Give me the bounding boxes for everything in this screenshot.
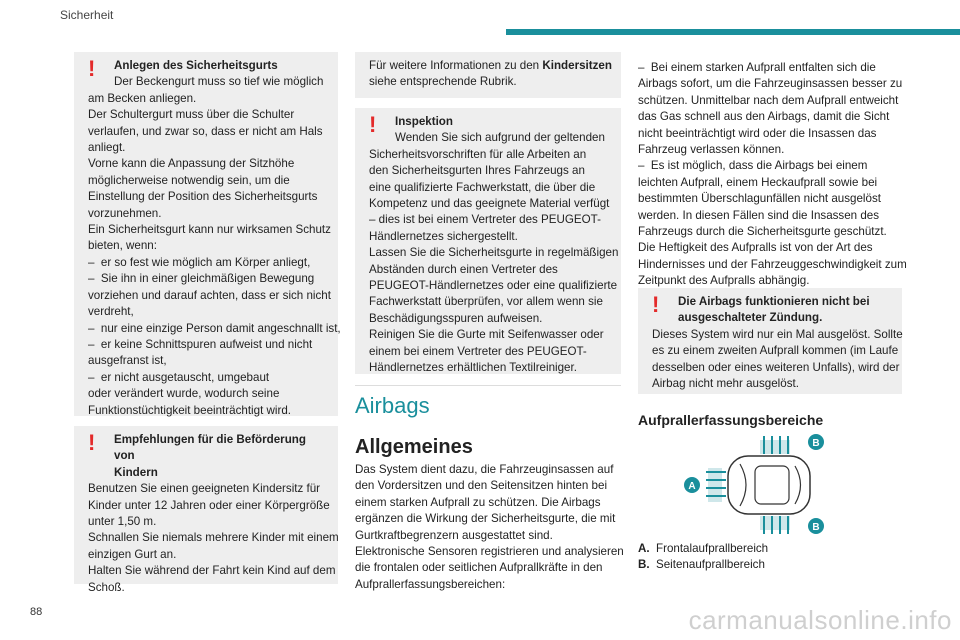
section-heading-airbags: Airbags (355, 393, 430, 418)
box-title-cont: ausgeschalteter Zündung. (678, 311, 823, 325)
body-line: nicht beeinträchtigt wird oder die Insassen das (638, 126, 877, 140)
legend-item (638, 557, 768, 573)
box-line: – er nicht ausgetauscht, umgebaut (88, 370, 270, 384)
box-line: ausgefranst ist, (88, 354, 167, 368)
side-impact-zone-bottom-icon (760, 516, 790, 534)
body-line: Gurtkraftbegrenzern ausgestattet sind. (355, 528, 553, 542)
box-line: einem bei einem Vertreter des PEUGEOT- (369, 344, 587, 358)
box-line: – er keine Schnittspuren aufweist und nicht (88, 337, 313, 351)
box-line: Der Schultergurt muss über die Schulter (88, 108, 295, 122)
legend-text: Seitenaufprallbereich (656, 558, 765, 572)
box-title: Empfehlungen für die Beförderung von (114, 433, 306, 463)
warning-box-seatbelt (74, 52, 341, 417)
box-title: Die Airbags funktionieren nicht bei (678, 295, 870, 308)
box-line: eine qualifizierte Fachwerkstatt, die über die (369, 180, 596, 194)
info-box-childseats (355, 52, 621, 98)
label-b-top-badge (808, 434, 824, 450)
body-text-general (355, 462, 624, 593)
box-line: vorziehen und darauf achten, dass er sich nicht (88, 288, 331, 302)
header-accent-bar (506, 29, 960, 35)
box-line: – dies ist bei einem Vertreter des PEUGEOT- (369, 213, 601, 227)
box-line: verdreht, (88, 305, 134, 319)
car-topview-icon (728, 456, 810, 514)
box-line: Halten Sie während der Fahrt kein Kind auf dem (88, 564, 336, 578)
subsection-heading-allgemeines: Allgemeines (355, 436, 473, 458)
box-text-bold: Kindersitzen (542, 59, 612, 72)
body-line: Das System dient dazu, die Fahrzeuginsassen auf (355, 463, 614, 476)
box-title: Inspektion (395, 115, 453, 128)
box-line: Benutzen Sie einen geeigneten Kindersitz für (88, 482, 321, 496)
box-line: desselben oder eines weiteren Unfalls), wird der (652, 360, 900, 374)
box-line: es zu einem zweiten Aufprall kommen (im Laufe (652, 344, 899, 358)
box-title-cont: Kindern (114, 465, 158, 479)
body-line: Die Heftigkeit des Aufpralls ist von der Art des (638, 241, 873, 255)
warning-box-ignition (638, 288, 902, 394)
body-line: das Gas schnell aus den Airbags, damit die Sicht (638, 110, 890, 124)
box-line: Abständen durch einen Vertreter des (369, 262, 558, 276)
box-text: Für weitere Informationen zu den (369, 59, 543, 72)
box-line: Funktionstüchtigkeit beeinträchtigt wird. (88, 403, 291, 417)
body-line: bestimmten Überschlagunfällen nicht ausgelöst (638, 192, 881, 206)
warning-box-inspection (355, 108, 621, 374)
box-line: Fachwerkstatt überprüfen, vor allem wenn sie (369, 295, 603, 309)
exclamation-icon: ! (88, 430, 96, 455)
box-line: Beschädigungsspuren aufweisen. (369, 311, 543, 325)
legend-key: A. (638, 542, 650, 555)
box-line: siehe entsprechende Rubrik. (369, 75, 517, 89)
page-number: 88 (30, 606, 43, 618)
box-line: Vorne kann die Anpassung der Sitzhöhe (88, 157, 295, 171)
label-b-text: B (812, 522, 820, 533)
legend-item (638, 541, 768, 557)
diagram-legend (638, 541, 768, 574)
box-line: Einstellung der Position des Sicherheitsgurts (88, 190, 318, 204)
box-line: Wenden Sie sich aufgrund der geltenden (395, 131, 605, 145)
body-line: die frontalen oder seitlichen Aufprallkräfte in den (355, 561, 603, 575)
box-line: vorzunehmen. (88, 206, 162, 220)
body-line: einem starken Aufprall zu schützen. Die Airbags (355, 495, 601, 509)
body-line: Elektronische Sensoren registrieren und analysieren (355, 545, 624, 559)
body-line: Zeitpunkt des Aufpralls abhängig. (638, 274, 810, 288)
body-line: den Vordersitzen und den Seitensitzen hinten bei (355, 479, 608, 493)
header-section-title: Sicherheit (60, 8, 114, 22)
box-line: Schnallen Sie niemals mehrere Kinder mit einem (88, 531, 339, 545)
box-line: am Becken anliegen. (88, 91, 197, 105)
warning-box-children (74, 426, 339, 594)
body-line: – Es ist möglich, dass die Airbags bei einem (638, 159, 868, 173)
box-line: PEUGEOT-Händlernetzes oder eine qualifizierte (369, 279, 618, 293)
box-line: verlaufen, und zwar so, dass er nicht am Hals (88, 124, 323, 138)
box-line: Dieses System wird nur ein Mal ausgelöst. Sollte (652, 327, 903, 341)
box-line: Händlernetzes sichergestellt. (369, 229, 518, 243)
box-line: – Sie ihn in einer gleichmäßigen Bewegung (88, 272, 315, 286)
impact-zones-diagram (680, 430, 830, 540)
subsection-heading-impact-zones: Aufprallerfassungsbereiche (638, 412, 824, 428)
box-title: Anlegen des Sicherheitsgurts (114, 59, 278, 72)
body-text-deployment (638, 60, 907, 290)
body-line: schützen. Unmittelbar nach dem Aufprall entweicht (638, 93, 899, 107)
exclamation-icon: ! (652, 292, 660, 317)
label-b-text: B (812, 438, 820, 449)
body-line: Fahrzeugs durch die Sicherheitsgurte geschützt. (638, 225, 887, 239)
box-line: Reinigen Sie die Gurte mit Seifenwasser oder (369, 328, 604, 342)
box-line: Airbag nicht mehr ausgelöst. (652, 377, 799, 391)
box-line: anliegt. (88, 141, 126, 155)
front-impact-zone-icon (706, 468, 726, 502)
box-line: möglicherweise notwendig sein, um die (88, 173, 290, 187)
exclamation-icon: ! (369, 112, 377, 137)
body-line: Hindernisses und der Fahrzeuggeschwindigkeit zum (638, 257, 907, 271)
box-line: Kinder unter 12 Jahren oder einer Körpergröße (88, 498, 330, 512)
box-line: Händlernetzes erhältlichen Textilreiniger. (369, 361, 577, 375)
side-impact-zone-top-icon (760, 436, 790, 454)
legend-key: B. (638, 558, 650, 572)
label-a-badge (684, 477, 700, 493)
box-line: – nur eine einzige Person damit angeschnallt ist, (88, 321, 341, 335)
box-line: Der Beckengurt muss so tief wie möglich (114, 75, 324, 89)
section-divider (355, 385, 621, 386)
box-line: Schoß. (88, 580, 125, 594)
body-line: Aufprallerfassungsbereichen: (355, 577, 506, 591)
body-line: werden. In diesen Fällen sind die Insassen des (638, 208, 880, 222)
body-line: ergänzen die Wirkung der Sicherheitsgurte, die mit (355, 512, 616, 526)
box-line: unter 1,50 m. (88, 515, 157, 529)
box-line: Lassen Sie die Sicherheitsgurte in regelmäßigen (369, 246, 619, 260)
body-line: Fahrzeug verlassen können. (638, 143, 785, 157)
box-line: Sicherheitsvorschriften für alle Arbeiten an (369, 147, 587, 161)
label-b-bottom-badge (808, 518, 824, 534)
watermark: carmanualsonline.info (688, 605, 952, 635)
box-line: Ein Sicherheitsgurt kann nur wirksamen Schutz (88, 223, 331, 237)
box-line: – er so fest wie möglich am Körper anliegt, (88, 255, 311, 269)
label-a-text: A (688, 481, 696, 492)
body-line: leichten Aufprall, einem Heckaufprall sowie bei (638, 175, 878, 189)
box-line: bieten, wenn: (88, 239, 157, 253)
legend-text: Frontalaufprallbereich (656, 542, 769, 555)
box-line: oder verändert wurde, wodurch seine (88, 387, 280, 401)
body-line: Airbags sofort, um die Fahrzeuginsassen besser zu (638, 77, 903, 91)
box-line: Kompetenz und das geeignete Material verfügt (369, 197, 610, 211)
body-line: – Bei einem starken Aufprall entfalten sich die (638, 61, 876, 74)
box-line: einzigen Gurt an. (88, 547, 177, 561)
exclamation-icon: ! (88, 56, 96, 81)
box-line: den Sicherheitsgurten Ihres Fahrzeugs an (369, 164, 585, 178)
